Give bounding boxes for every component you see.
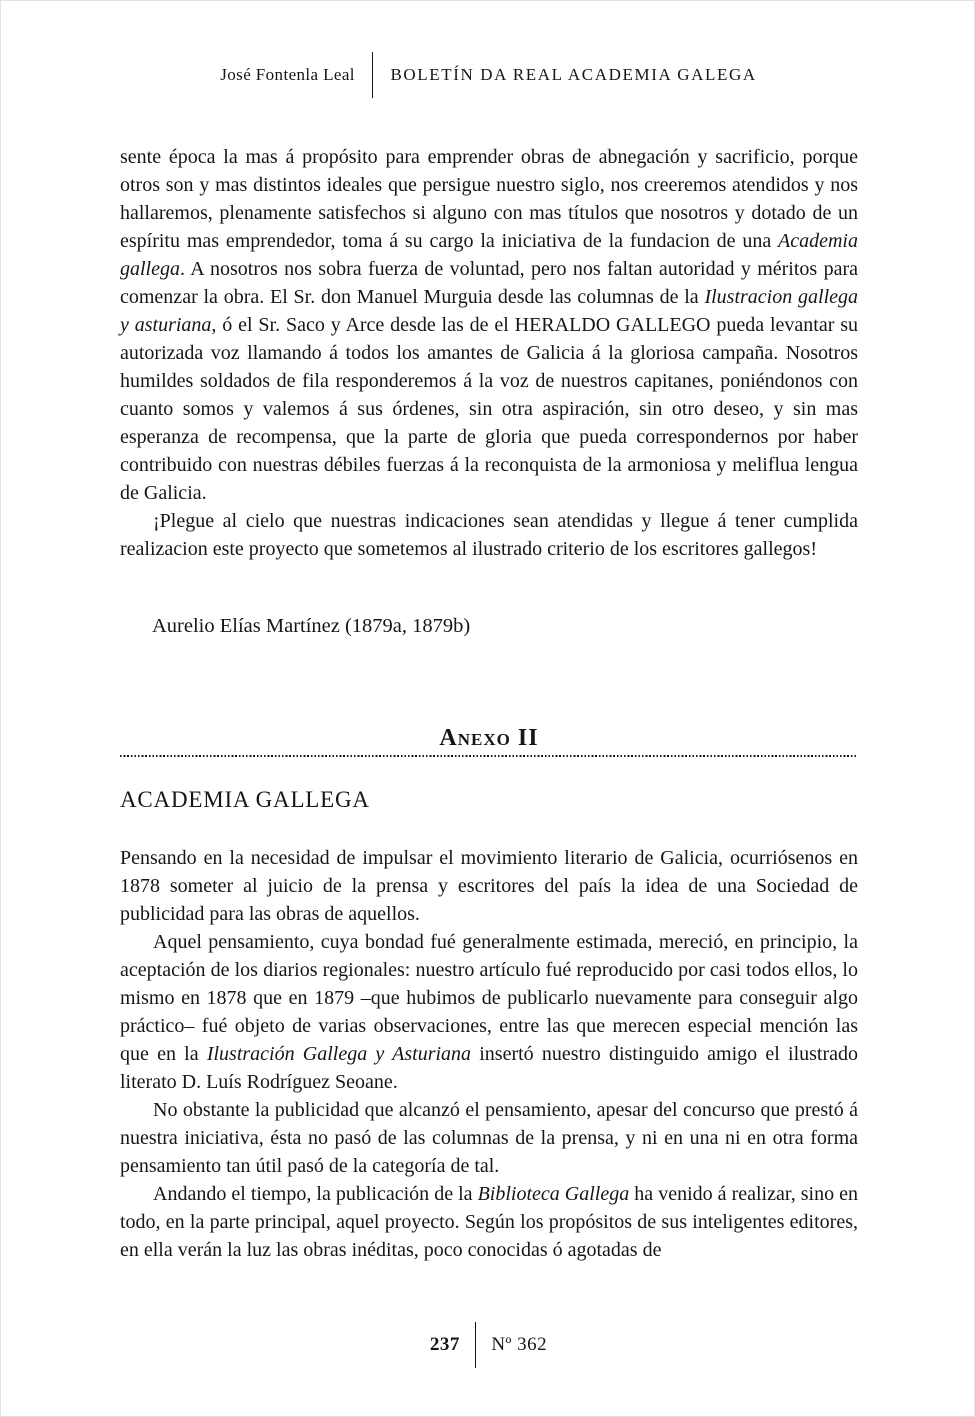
header-divider [372,52,374,98]
italic-text-run: Biblioteca Gallega [477,1183,630,1205]
signature-line: Aurelio Elías Martínez (1879a, 1879b) [152,615,471,637]
italic-text-run: Ilustración Gallega y Asturiana [206,1043,472,1065]
text-run: No obstante la publicidad que alcanzó el pensamiento, apesar del concurso que prestó á nuestra iniciativa, ésta no pasó de las columnas de la prensa, y ni en una ni en otra forma pensamiento tan útil pasó de la categoría de tal. [120,1099,858,1177]
dotted-rule [120,755,858,757]
paragraph [120,844,858,928]
page-footer [1,1321,975,1369]
page-header [1,51,975,99]
page-number: 237 [429,1334,460,1355]
text-run: , ó el Sr. Saco y Arce desde las de el HERALDO GALLEGO pueda levantar su autorizada voz llamando á todos los amantes de Galicia á la gloriosa campaña. Nosotros humildes soldados de fila responderemos á la voz de nuestros capitanes, poniéndonos con cuanto somos y valemos á sus órdenes, sin otra aspiración, sin otro deseo, y sin mas esperanza de recompensa, que la parte de gloria que pueda correspondernos por haber contribuido con nuestras débiles fuerzas á la reconquista de la armoniosa y meliflua lengua de Galicia. [120,314,858,504]
paragraph [120,143,858,507]
text-run: ¡Plegue al cielo que nuestras indicaciones sean atendidas y llegue á tener cumplida realizacion este proyecto que sometemos al ilustrado criterio de los escritores gallegos! [120,510,858,560]
paragraph [120,928,858,1096]
italic-text-run: Academia gallega [120,230,858,280]
text-run: insertó nuestro distinguido amigo el ilustrado literato D. Luís Rodríguez Seoane. [120,1043,859,1093]
paragraph [120,1096,858,1180]
text-run: Aquel pensamiento, cuya bondad fué generalmente estimada, mereció, en principio, la aceptación de los diarios regionales: nuestro artículo fué reproducido por casi todos ellos, lo mismo en 1878 que en 1879 –que hubimos de publicarlo nuevamente para conseguir algo práctico– fué objeto de varias observaciones, entre las que merecen especial mención las que en la [120,931,858,1065]
header-journal-title: BOLETÍN DA REAL ACADEMIA GALEGA [390,65,757,84]
text-run: ha venido á realizar, sino en todo, en la parte principal, aquel proyecto. Según los propósitos de sus inteligentes editores, en ella verán la luz las obras inéditas, poco conocidas ó agotadas de [120,1183,858,1261]
italic-text-run: Ilustracion gallega y asturiana [120,286,859,336]
text-run: sente época la mas á propósito para emprender obras de abnegación y sacrificio, porque otros son y mas distintos ideales que persigue nuestro siglo, nos creeremos atendidos y nos hallaremos, plenamente satisfechos si alguno con mas títulos que nosotros y dotado de un espíritu mas emprendedor, toma á su cargo la iniciativa de la fundacion de una [120,146,858,252]
section-heading: ACADEMIA GALLEGA [120,787,370,812]
paragraph [120,507,858,563]
body-text-block [120,143,858,563]
body-text-block [120,844,858,1264]
header-author: José Fontenla Leal [220,65,355,84]
paragraph [120,1180,858,1264]
text-run: . A nosotros nos sobra fuerza de voluntad, pero nos faltan autoridad y méritos para comenzar la obra. El Sr. don Manuel Murguia desde las columnas de la [120,258,858,308]
annex-title: Anexo II [439,725,539,751]
footer-divider [475,1322,477,1368]
text-run: Andando el tiempo, la publicación de la [153,1183,478,1205]
issue-number: Nº 362 [491,1334,548,1355]
text-run: Pensando en la necesidad de impulsar el movimiento literario de Galicia, ocurriósenos en 1878 someter al juicio de la prensa y escritores del país la idea de una Sociedad de publicidad para las obras de aquellos. [120,847,858,925]
